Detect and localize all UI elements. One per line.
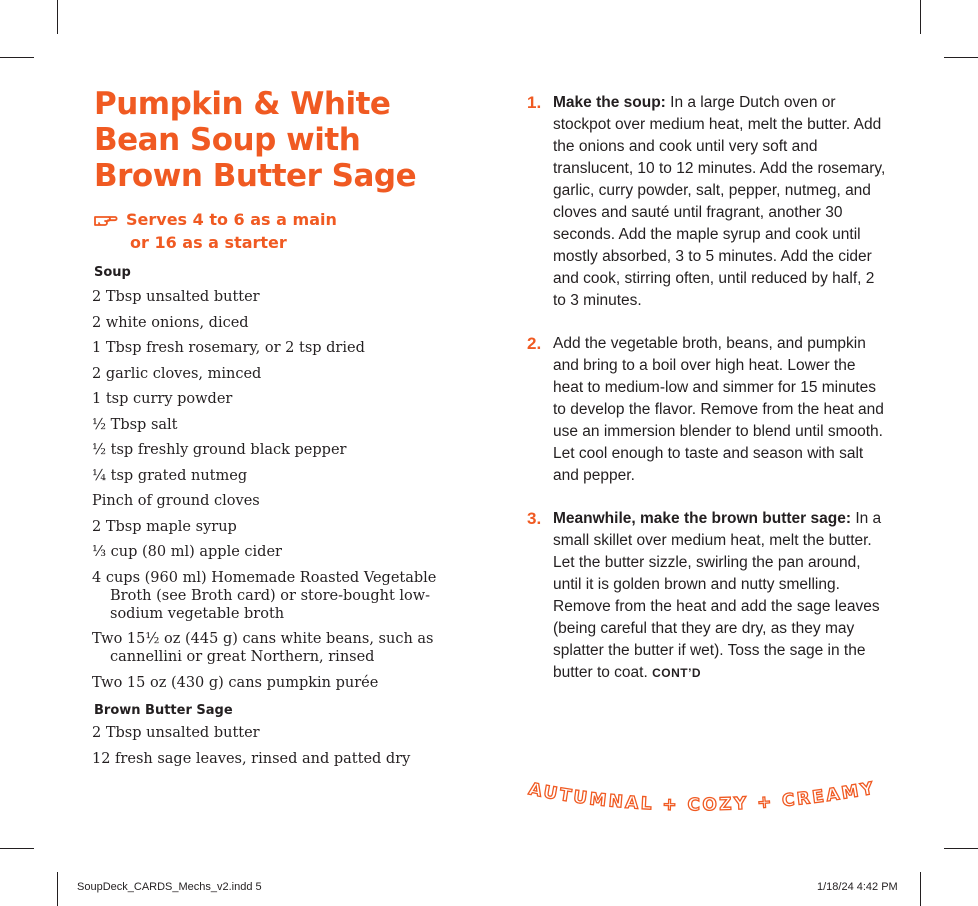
pointing-hand-icon [94, 210, 118, 228]
footer-file: SoupDeck_CARDS_Mechs_v2.indd 5 [77, 881, 262, 893]
crop-mark [920, 872, 921, 906]
ingredient-item: Pinch of ground cloves [92, 493, 260, 509]
step-text: In a small skillet over medium heat, melt the butter. Let the butter sizzle, swirling the pan around, until it is golden brown and nutty smelling. Remove from the heat and add the sage leaves (being careful that they are dry, as they may splatter the butter if wet). Toss the sage in the butter to coat. [553, 510, 882, 681]
title-line: Bean Soup with [94, 122, 361, 158]
step-text: Add the vegetable broth, beans, and pumpkin and bring to a boil over high heat. Lower the heat to medium-low and simmer for 15 minutes to develop the flavor. Remove from the heat and use an immersion blender to blend until smooth. Let cool enough to taste and season with salt and pepper. [553, 335, 884, 484]
soup-ingredient-list [92, 288, 450, 699]
footer-date: 1/18/24 4:42 PM [817, 881, 898, 893]
sage-heading: Brown Butter Sage [94, 703, 233, 718]
sage-ingredient-list [92, 724, 410, 775]
continued-label: CONT’D [652, 666, 702, 680]
ingredient-item: 2 white onions, diced [92, 314, 249, 331]
svg-text:AUTUMNAL + COZY + CREAMY [527, 778, 877, 815]
crop-mark [920, 0, 921, 34]
crop-mark [57, 0, 58, 34]
crop-mark [944, 57, 978, 58]
ingredient-item: ¼ tsp grated nutmeg [92, 467, 248, 484]
soup-heading: Soup [94, 265, 131, 280]
ingredient-item: 4 cups (960 ml) Homemade Roasted Vegetable Broth (see Broth card) or store-bought low-sodium vegetable broth [92, 569, 437, 622]
ingredient-item: 1 Tbsp fresh rosemary, or 2 tsp dried [92, 340, 365, 356]
crop-mark [0, 57, 34, 58]
crop-mark [944, 848, 978, 849]
ingredient-item: 2 Tbsp unsalted butter [92, 725, 260, 741]
ingredient-item: 1 tsp curry powder [92, 391, 233, 407]
title-line: Brown Butter Sage [94, 158, 417, 194]
ingredient-item: ½ Tbsp salt [92, 416, 178, 433]
step-number: 3. [527, 509, 542, 528]
step-lead: Make the soup: [553, 94, 666, 111]
ingredient-item: ⅓ cup (80 ml) apple cider [92, 544, 282, 560]
ingredient-item: 2 garlic cloves, minced [92, 365, 262, 382]
step-text: In a large Dutch oven or stockpot over medium heat, melt the butter. Add the onions and cook until very soft and translucent, 10 to 12 minutes. Add the rosemary, garlic, curry powder, salt, pepper, nutmeg, and cloves and sauté until fragrant, another 30 seconds. Add the maple syrup and cook until mostly absorbed, 3 to 5 minutes. Add the cider and cook, stirring often, until reduced by half, 2 to 3 minutes. [553, 94, 886, 309]
serving-info [94, 208, 337, 254]
step-number: 2. [527, 334, 542, 353]
title-line: Pumpkin & White [94, 86, 391, 122]
ingredient-item: ½ tsp freshly ground black pepper [92, 442, 347, 458]
tagline [520, 772, 890, 822]
step-2 [527, 333, 887, 487]
ingredient-item: Two 15 oz (430 g) cans pumpkin purée [92, 674, 379, 691]
crop-mark [0, 848, 34, 849]
serves-line: or 16 as a starter [130, 233, 287, 252]
serves-line: Serves 4 to 6 as a main [126, 210, 337, 229]
crop-mark [57, 872, 58, 906]
ingredient-item: 12 fresh sage leaves, rinsed and patted dry [92, 750, 411, 767]
step-1 [527, 92, 887, 312]
ingredient-item: 2 Tbsp unsalted butter [92, 289, 260, 305]
step-3 [527, 508, 887, 684]
step-lead: Meanwhile, make the brown butter sage: [553, 510, 852, 527]
method-steps [527, 92, 887, 705]
recipe-title [94, 86, 454, 194]
ingredient-item: 2 Tbsp maple syrup [92, 518, 237, 535]
step-number: 1. [527, 93, 542, 112]
ingredient-item: Two 15½ oz (445 g) cans white beans, such as cannellini or great Northern, rinsed [92, 631, 434, 665]
tagline-text: AUTUMNAL + COZY + CREAMY [526, 778, 878, 816]
